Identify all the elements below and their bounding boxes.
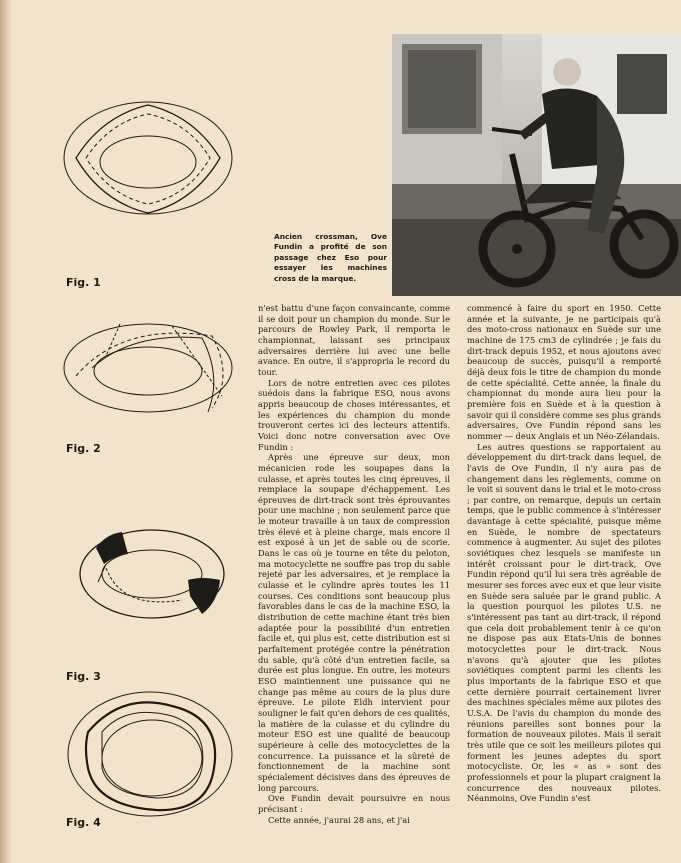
figure-2 [62, 316, 234, 426]
paragraph: Les autres questions se rapportaient au développement du dirt-track dans lequel, de l'avis de Ove Fundin, il n'y aura pas de changement dans les règlements, comme on le voit si souvent dans le trial et le moto-cross ; par contre, on remarque, depuis un certain temps, que le public commence à s'intéresser davantage à cette spécialité, puisque même en Suède, le nombre de spectateurs commence à augmenter. Au sujet des pilotes soviétiques chez lesquels se manifeste un intérêt croissant pour le dirt-track, Ove Fundin répond qu'il lui sera très agréable de mesurer ses forces avec eux et que leur visite en Suède sera saluée par le grand public. A la question pourquoi les pilotes U.S. ne s'intéressent pas tant au dirt-track, il répond que cela doit probablement tenir à ce qu'on ne dispose pas aux Etats-Unis de bonnes motocyclettes pour le dirt-track. Nous n'avons qu'à ajouter que les pilotes soviétiques comptent parmi les clients les plus importants de la fabrique ESO et que cette dernière pourrait certainement livrer des machines spéciales même aux pilotes des U.S.A. De l'avis du champion du monde des réunions pareilles sont bonnes pour la formation de nouveaux pilotes. Mais il serait très utile que ce soit les meilleurs pilotes qui forment les jeunes adeptes du sport motocycliste. Or, les « as » sont des professionnels et pour la plupart craignent la concurrence des nouveaux pilotes. Néanmoins, Ove Fundin s'est [467, 441, 661, 804]
paragraph: Après une épreuve sur deux, mon mécanicien rode les soupapes dans la culasse, et après toutes les cinq épreuves, il remplace la soupape d'échappement. Les épreuves de dirt-track sont très éprouvantes pour une machine ; non seulement parce que le moteur travaille à un taux de compression très élevé et à pleine charge, mais encore il est exposé à un jet de sable ou de scorie. Dans le cas où je tourne en tête du peloton, ma motocyclette ne souffre pas trop du sable rejeté par les adversaires, et je remplace la culasse et le cylindre après toutes les 11 courses. Ces conditions sont beaucoup plus favorables dans le cas de la machine ESO, la distribution de cette machine étant très bien adaptée pour la possibilité d'un entretien facile et, qui plus est, cette distribution est si parfaitement protégée contre la pénétration du sable, qu'à côté d'un entretien facile, sa durée est plus longue. En outre, les moteurs ESO maintiennent une puissance qui ne change pas même au cours de la plus dure épreuve. Le pilote Eldh intervient pour souligner le fait qu'en dehors de ces qualités, la matière de la culasse et du cylindre du moteur ESO est une qualité de beaucoup supérieure à celle des motocyclettes de la concurrence. La puissance et la sûreté de fonctionnement de la machine sont spécialement décisives dans des épreuves de long parcours. [258, 452, 450, 793]
photo-illustration [392, 34, 681, 296]
article-column-1 [258, 303, 450, 825]
figure-1 [62, 92, 234, 227]
track-diagram-1 [62, 92, 234, 227]
track-diagram-3 [62, 518, 234, 633]
figure-4-label: Fig. 4 [66, 816, 101, 829]
figure-1-label: Fig. 1 [66, 276, 101, 289]
paragraph: commencé à faire du sport en 1950. Cette année et la suivante, je ne participais qu'à des moto-cross nationaux en Suède sur une machine de 175 cm3 de cylindrée ; je fais du dirt-track depuis 1952, et nous ajoutons avec beaucoup de succès, puisqu'il a remporté déjà deux fois le titre de champion du monde de cette spécialité. Cette année, la finale du championnat du monde aura lieu pour la première fois en Suède et à la question à savoir qui il considère comme ses plus grands adversaires, Ove Fundin répond sans les nommer — deux Anglais et un Néo-Zélandais. [467, 303, 661, 441]
article-column-2 [467, 303, 661, 804]
figure-3-label: Fig. 3 [66, 670, 101, 683]
track-diagram-4 [62, 688, 234, 818]
paragraph: Lors de notre entretien avec ces pilotes suédois dans la fabrique ESO, nous avons appris beaucoup de choses intéressantes, et les expériences du champion du monde trouveront certes ici des lecteurs attentifs. Voici donc notre conversation avec Ove Fundin : [258, 377, 450, 452]
photo-ove-fundin-motorcycle [392, 34, 681, 296]
paragraph: n'est battu d'une façon convaincante, comme il se doit pour un champion du monde. Sur le parcours de Rowley Park, il remporta le championnat, laissant ses principaux adversaires derrière lui avec une belle avance. En outre, il s'appropria le record du tour. [258, 303, 450, 377]
figure-2-label: Fig. 2 [66, 442, 101, 455]
paragraph: Cette année, j'aurai 28 ans, et j'ai [268, 814, 410, 825]
photo-caption: Ancien crossman, Ove Fundin a profité de son passage chez Eso pour essayer les machines cross de la marque. [274, 232, 387, 283]
figure-4 [62, 688, 234, 818]
track-diagram-2 [62, 316, 234, 426]
paragraph: Ove Fundin devait poursuivre en nous précisant : [258, 793, 450, 814]
figure-3 [62, 518, 234, 633]
page-edge [0, 0, 12, 863]
